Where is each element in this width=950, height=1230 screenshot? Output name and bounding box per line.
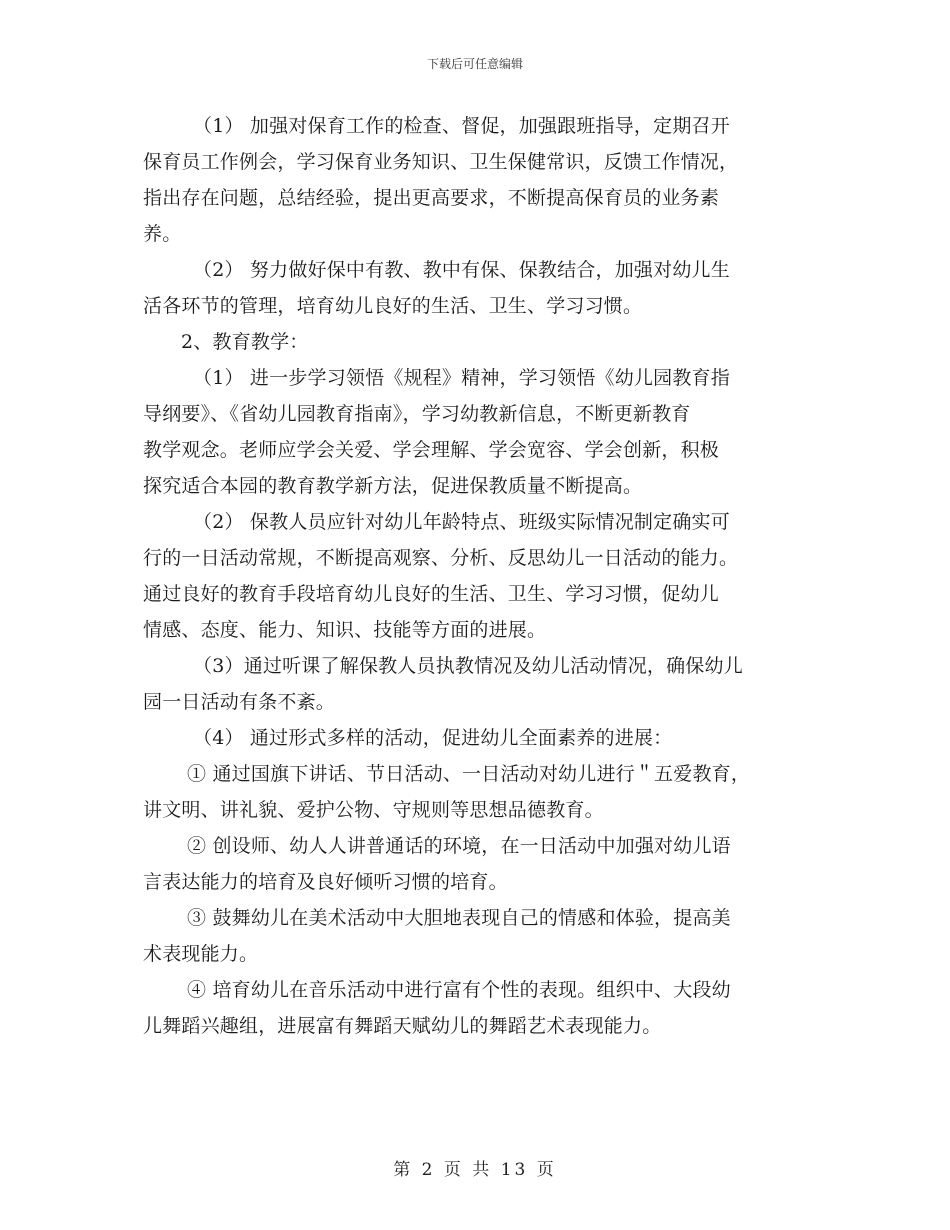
document-body [143,108,823,1044]
text-line: 保育员工作例会，学习保育业务知识、卫生保健常识，反馈工作情况， [143,151,739,173]
text-line: （2） 保教人员应针对幼儿年龄特点、班级实际情况制定确实可 [193,511,730,533]
text-line: 行的一日活动常规，不断提高观察、分析、反思幼儿一日活动的能力。 [143,547,739,569]
text-line: ② 创设师、幼人人讲普通话的环境，在一日活动中加强对幼儿语 [187,835,731,857]
text-line: 2、教育教学： [181,331,309,353]
text-line: （3）通过听课了解保教人员执教情况及幼儿活动情况，确保幼儿 [193,655,743,677]
text-line: ④ 培育幼儿在音乐活动中进行富有个性的表现。组织中、大段幼 [187,979,731,1001]
text-line: 活各环节的管理，培育幼儿良好的生活、卫生、学习习惯。 [143,295,643,317]
text-line: 术表现能力。 [143,943,259,965]
text-line: 通过良好的教育手段培育幼儿良好的生活、卫生、学习习惯，促幼儿 [143,583,720,605]
text-line: 园一日活动有条不紊。 [143,691,336,713]
text-line: 指出存在问题，总结经验，提出更高要求，不断提高保育员的业务素 [143,187,720,209]
text-line: ③ 鼓舞幼儿在美术活动中大胆地表现自己的情感和体验，提高美 [187,907,731,929]
text-line: 情感、态度、能力、知识、技能等方面的进展。 [143,619,547,641]
text-line: ① 通过国旗下讲话、节日活动、一日活动对幼儿进行＂五爱教育， [187,763,751,785]
text-line: （1） 加强对保育工作的检查、督促，加强跟班指导，定期召开 [193,115,730,137]
text-line: （4） 通过形式多样的活动，促进幼儿全面素养的进展： [193,727,673,749]
page-footer-number: 第 2 页 共 13 页 [393,1160,557,1180]
text-line: 教学观念。老师应学会关爱、学会理解、学会宽容、学会创新，积极 [143,439,720,461]
text-line: 导纲要》、《省幼儿园教育指南》，学习幼教新信息，不断更新教育 [143,403,691,425]
text-line: 养。 [143,223,182,245]
text-line: 言表达能力的培育及良好倾听习惯的培育。 [143,871,508,893]
text-line: 儿舞蹈兴趣组，进展富有舞蹈天赋幼儿的舞蹈艺术表现能力。 [143,1015,662,1037]
page-header-note: 下载后可任意编辑 [426,57,523,71]
text-line: 探究适合本园的教育教学新方法，促进保教质量不断提高。 [143,475,643,497]
text-line: 讲文明、讲礼貌、爱护公物、守规则等思想品德教育。 [143,799,604,821]
text-line: （1） 进一步学习领悟《规程》精神，学习领悟《幼儿园教育指 [193,367,730,389]
text-line: （2） 努力做好保中有教、教中有保、保教结合，加强对幼儿生 [193,259,730,281]
